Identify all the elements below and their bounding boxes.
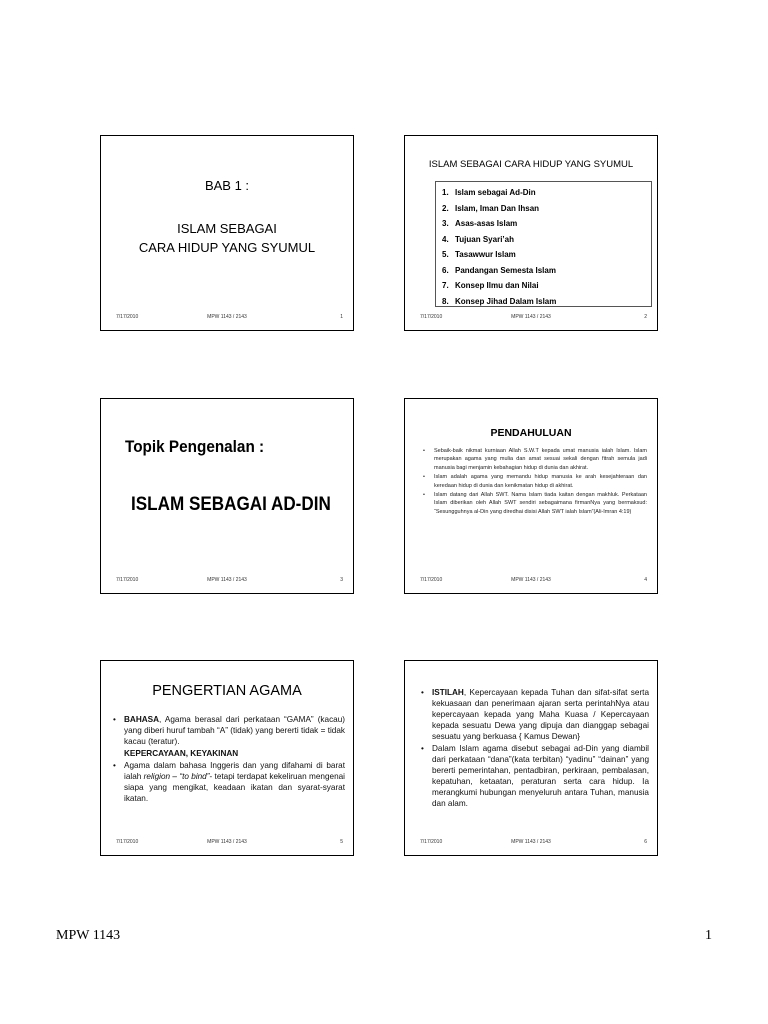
- course-code: MPW 1143 / 2143: [207, 839, 247, 845]
- list-item: • Dalam Islam agama disebut sebagai ad-Din yang diambil dari perkataan “dana”(kata terbitan) “yadinu” “dainan” yang bererti pemerintahan, pentadbiran, perkiraan, pembalasan, kepatuhan, ketaatan, peraturan serta cara hidup. Ia merangkumi hubungan menyeluruh antara Tuhan, manusia dan alam.: [421, 743, 649, 809]
- list-item: • Sebaik-baik nikmat kurniaan Allah S.W.T kepada umat manusia ialah Islam. Islam merupakan agama yang mulia dan amat sesuai sekali dengan fitrah semula jadi manusia bagi menjamin kebahagian hidup di dunia dan akhirat.: [423, 447, 647, 472]
- slide-body: [113, 714, 345, 805]
- slide-title: ISLAM SEBAGAI CARA HIDUP YANG SYUMUL: [428, 159, 634, 170]
- slide-number: 2: [644, 314, 647, 320]
- list-item: • Islam datang dari Allah SWT. Nama Islam tiada kaitan dengan makhluk. Perkataan Islam diberikan oleh Allah SWT sendiri sebagaimana firmanNya yang bermaksud: “Sesungguhnya al-Din yang diredhai disisi Allah SWT ialah Islam”(Ali-Imran 4:19): [423, 491, 647, 516]
- list-item: • ISTILAH, Kepercayaan kepada Tuhan dan sifat-sifat serta kekuasaan dan penerimaan ajaran serta perintahNya atau kepercayaan kepada yang Maha Kuasa / Kepercayaan kepada sesuatu Dewa yang dipuja dan dianggap sebagai sesuatu yang berkuasa { Kamus Dewan}: [421, 687, 649, 742]
- course-code: MPW 1143 / 2143: [511, 577, 551, 583]
- list-item: 8. Konsep Jihad Dalam Islam: [442, 296, 557, 306]
- slide-footer: [101, 314, 353, 322]
- slide-footer: [405, 314, 657, 322]
- slide-footer: [405, 839, 657, 847]
- bullet-list: [423, 447, 647, 517]
- slide-footer: [405, 577, 657, 585]
- list-item: 3. Asas-asas Islam: [442, 219, 518, 228]
- course-code: MPW 1143 / 2143: [511, 314, 551, 320]
- slide-title-line-2: CARA HIDUP YANG SYUMUL: [138, 240, 316, 255]
- slide-date: 7/17/2010: [116, 577, 139, 583]
- list-item: 1. Islam sebagai Ad-Din: [442, 188, 536, 197]
- slide-title: PENDAHULUAN: [490, 427, 572, 439]
- slide-number: 3: [340, 577, 343, 583]
- slide-1: [100, 135, 354, 331]
- list-item: 4. Tujuan Syari’ah: [442, 234, 514, 244]
- slide-number: 5: [340, 839, 343, 845]
- slide-chapter: BAB 1 :: [204, 178, 250, 193]
- slide-number: 6: [644, 839, 647, 845]
- topic-list: [435, 181, 652, 307]
- slide-date: 7/17/2010: [116, 314, 139, 320]
- course-code: MPW 1143 / 2143: [511, 839, 551, 845]
- page-number: 1: [705, 928, 712, 943]
- slide-date: 7/17/2010: [420, 314, 443, 320]
- list-item: • Islam adalah agama yang memandu hidup manusia ke arah kesejahteraan dan keredaan hidup di dunia dan kenikmatan hidup di akhirat.: [423, 473, 647, 490]
- list-item: • BAHASA, Agama berasal dari perkataan “GAMA” (kacau) yang diberi huruf tambah “A” (tidak) yang bererti tidak = tidak kacau (teratur).: [113, 714, 345, 748]
- slide-title: ISLAM SEBAGAI AD-DIN: [131, 494, 331, 515]
- slide-date: 7/17/2010: [420, 839, 443, 845]
- slide-body: [421, 687, 649, 810]
- slide-title-line-1: ISLAM SEBAGAI: [177, 221, 277, 236]
- slide-title: PENGERTIAN AGAMA: [152, 683, 302, 699]
- slide-date: 7/17/2010: [420, 577, 443, 583]
- page-footer-course: MPW 1143: [56, 928, 121, 943]
- course-code: MPW 1143 / 2143: [207, 314, 247, 320]
- slide-4: [404, 398, 658, 594]
- list-item: • Agama dalam bahasa Inggeris dan yang difahami di barat ialah religion – “to bind”- tetapi terdapat kekeliruan mengenai siapa yang mengikat, keadaan ikatan dan syarat-syarat ikatan.: [113, 760, 345, 805]
- course-code: MPW 1143 / 2143: [207, 577, 247, 583]
- slide-3: [100, 398, 354, 594]
- subheading: KEPERCAYAAN, KEYAKINAN: [124, 748, 239, 758]
- list-item: 5. Tasawwur Islam: [442, 250, 516, 259]
- slide-2: [404, 135, 658, 331]
- slide-6: [404, 660, 658, 856]
- list-item: 6. Pandangan Semesta Islam: [442, 265, 556, 275]
- slide-number: 4: [644, 577, 647, 583]
- slide-5: [100, 660, 354, 856]
- slide-number: 1: [340, 314, 343, 320]
- list-item: 7. Konsep Ilmu dan Nilai: [442, 281, 539, 290]
- slide-date: 7/17/2010: [116, 839, 139, 845]
- slide-subtitle: Topik Pengenalan :: [125, 437, 265, 456]
- slide-footer: [101, 577, 353, 585]
- list-item: 2. Islam, Iman Dan Ihsan: [442, 203, 540, 213]
- slide-footer: [101, 839, 353, 847]
